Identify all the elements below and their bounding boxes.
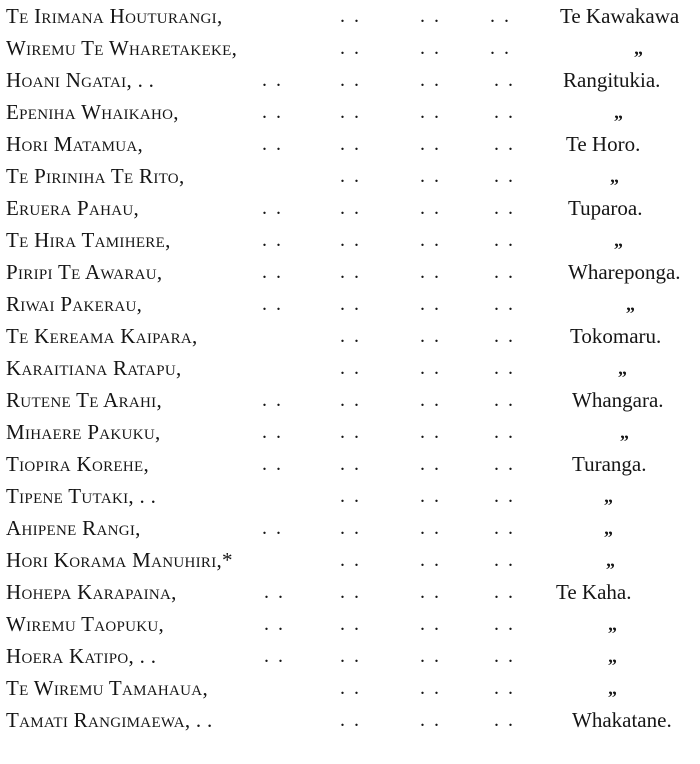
leader-dots: . .: [340, 453, 361, 475]
roll-row: [0, 160, 700, 192]
leader-dots: . .: [340, 549, 361, 571]
member-name: Eruera Pahau,: [6, 196, 140, 220]
member-name: Hoera Katipo, . .: [6, 644, 157, 668]
ditto-mark: „: [604, 486, 613, 506]
leader-dots: . .: [494, 357, 515, 379]
district-name: Te Kaha.: [556, 580, 632, 604]
leader-dots: . .: [420, 69, 441, 91]
leader-dots: . .: [420, 325, 441, 347]
roll-row: [0, 576, 700, 608]
leader-dots: . .: [420, 229, 441, 251]
leader-dots: . .: [494, 517, 515, 539]
leader-dots: . .: [420, 5, 441, 27]
leader-dots: . .: [420, 133, 441, 155]
leader-dots: . .: [340, 709, 361, 731]
district-name: Tokomaru.: [570, 324, 662, 348]
district-name: Whakatane.: [572, 708, 672, 732]
leader-dots: . .: [420, 453, 441, 475]
leader-dots: . .: [420, 165, 441, 187]
ditto-mark: „: [610, 166, 619, 186]
leader-dots: . .: [262, 453, 283, 475]
leader-dots: . .: [262, 293, 283, 315]
member-name: Te Irimana Houturangi,: [6, 4, 223, 28]
leader-dots: . .: [490, 37, 511, 59]
leader-dots: . .: [494, 197, 515, 219]
roll-row: [0, 64, 700, 96]
leader-dots: . .: [494, 389, 515, 411]
leader-dots: . .: [420, 645, 441, 667]
leader-dots: . .: [340, 325, 361, 347]
leader-dots: . .: [340, 517, 361, 539]
member-name: Te Kereama Kaipara,: [6, 324, 198, 348]
leader-dots: . .: [340, 357, 361, 379]
roll-row: [0, 704, 700, 736]
leader-dots: . .: [262, 69, 283, 91]
leader-dots: . .: [420, 549, 441, 571]
leader-dots: . .: [420, 261, 441, 283]
roll-row: [0, 448, 700, 480]
roll-row: [0, 192, 700, 224]
roll-row: [0, 672, 700, 704]
leader-dots: . .: [420, 517, 441, 539]
leader-dots: . .: [494, 325, 515, 347]
ditto-mark: „: [608, 678, 617, 698]
ditto-mark: „: [604, 518, 613, 538]
member-name: Te Wiremu Tamahaua,: [6, 676, 208, 700]
member-name: Riwai Pakerau,: [6, 292, 143, 316]
roll-row: [0, 480, 700, 512]
leader-dots: . .: [262, 421, 283, 443]
leader-dots: . .: [420, 389, 441, 411]
district-name: Turanga.: [572, 452, 647, 476]
district-name: Rangitukia.: [563, 68, 661, 92]
leader-dots: . .: [494, 261, 515, 283]
leader-dots: . .: [264, 581, 285, 603]
roll-row: [0, 416, 700, 448]
member-name: Hori Matamua,: [6, 132, 144, 156]
leader-dots: . .: [494, 69, 515, 91]
leader-dots: . .: [340, 581, 361, 603]
roll-row: [0, 544, 700, 576]
leader-dots: . .: [340, 261, 361, 283]
leader-dots: . .: [494, 229, 515, 251]
member-name: Te Piriniha Te Rito,: [6, 164, 185, 188]
leader-dots: . .: [262, 517, 283, 539]
member-name: Hoani Ngatai, . .: [6, 68, 155, 92]
leader-dots: . .: [340, 197, 361, 219]
leader-dots: . .: [340, 485, 361, 507]
leader-dots: . .: [262, 261, 283, 283]
district-name: Whareponga.: [568, 260, 681, 284]
leader-dots: . .: [340, 421, 361, 443]
roll-row: [0, 224, 700, 256]
roll-row: [0, 32, 700, 64]
ditto-mark: „: [606, 550, 615, 570]
leader-dots: . .: [494, 645, 515, 667]
member-name: Epeniha Whaikaho,: [6, 100, 179, 124]
leader-dots: . .: [420, 613, 441, 635]
leader-dots: . .: [262, 229, 283, 251]
roll-row: [0, 96, 700, 128]
leader-dots: . .: [420, 709, 441, 731]
leader-dots: . .: [262, 133, 283, 155]
ditto-mark: „: [614, 102, 623, 122]
member-name: Hori Korama Manuhiri,*: [6, 548, 233, 572]
leader-dots: . .: [262, 389, 283, 411]
district-name: Tuparoa.: [568, 196, 643, 220]
leader-dots: . .: [420, 101, 441, 123]
roll-row: [0, 288, 700, 320]
leader-dots: . .: [264, 645, 285, 667]
leader-dots: . .: [490, 5, 511, 27]
leader-dots: . .: [340, 229, 361, 251]
ditto-mark: „: [620, 422, 629, 442]
ditto-mark: „: [626, 294, 635, 314]
leader-dots: . .: [420, 37, 441, 59]
leader-dots: . .: [340, 389, 361, 411]
leader-dots: . .: [420, 677, 441, 699]
leader-dots: . .: [494, 421, 515, 443]
leader-dots: . .: [420, 581, 441, 603]
ditto-mark: „: [634, 38, 643, 58]
member-name: Hohepa Karapaina,: [6, 580, 177, 604]
member-name: Tiopira Korehe,: [6, 452, 149, 476]
leader-dots: . .: [494, 293, 515, 315]
member-name: Piripi Te Awarau,: [6, 260, 163, 284]
leader-dots: . .: [340, 293, 361, 315]
member-name: Tipene Tutaki, . .: [6, 484, 157, 508]
ditto-mark: „: [614, 230, 623, 250]
leader-dots: . .: [262, 101, 283, 123]
leader-dots: . .: [340, 645, 361, 667]
roll-row: [0, 512, 700, 544]
leader-dots: . .: [494, 101, 515, 123]
roll-row: [0, 640, 700, 672]
leader-dots: . .: [494, 165, 515, 187]
leader-dots: . .: [340, 101, 361, 123]
leader-dots: . .: [264, 613, 285, 635]
leader-dots: . .: [420, 293, 441, 315]
member-name: Ahipene Rangi,: [6, 516, 141, 540]
member-name: Wiremu Te Wharetakeke,: [6, 36, 238, 60]
leader-dots: . .: [340, 5, 361, 27]
leader-dots: . .: [420, 421, 441, 443]
ditto-mark: „: [618, 358, 627, 378]
leader-dots: . .: [340, 69, 361, 91]
leader-dots: . .: [494, 133, 515, 155]
roll-row: [0, 352, 700, 384]
leader-dots: . .: [340, 37, 361, 59]
leader-dots: . .: [340, 133, 361, 155]
leader-dots: . .: [494, 581, 515, 603]
roll-row: [0, 256, 700, 288]
leader-dots: . .: [494, 453, 515, 475]
ditto-mark: „: [608, 646, 617, 666]
member-name: Tamati Rangimaewa, . .: [6, 708, 213, 732]
member-name: Rutene Te Arahi,: [6, 388, 162, 412]
leader-dots: . .: [494, 677, 515, 699]
ditto-mark: „: [608, 614, 617, 634]
roll-row: [0, 128, 700, 160]
leader-dots: . .: [262, 197, 283, 219]
roll-row: [0, 0, 700, 32]
leader-dots: . .: [494, 549, 515, 571]
district-name: Te Horo.: [566, 132, 641, 156]
member-name: Karaitiana Ratapu,: [6, 356, 182, 380]
leader-dots: . .: [420, 357, 441, 379]
member-name: Wiremu Taopuku,: [6, 612, 165, 636]
district-name: Te Kawakawa: [560, 4, 680, 28]
roll-row: [0, 384, 700, 416]
leader-dots: . .: [494, 485, 515, 507]
leader-dots: . .: [340, 613, 361, 635]
leader-dots: . .: [420, 197, 441, 219]
roll-row: [0, 608, 700, 640]
leader-dots: . .: [340, 165, 361, 187]
leader-dots: . .: [420, 485, 441, 507]
roll-row: [0, 320, 700, 352]
district-name: Whangara.: [572, 388, 664, 412]
member-name: Te Hira Tamihere,: [6, 228, 171, 252]
member-name: Mihaere Pakuku,: [6, 420, 161, 444]
leader-dots: . .: [340, 677, 361, 699]
leader-dots: . .: [494, 613, 515, 635]
leader-dots: . .: [494, 709, 515, 731]
